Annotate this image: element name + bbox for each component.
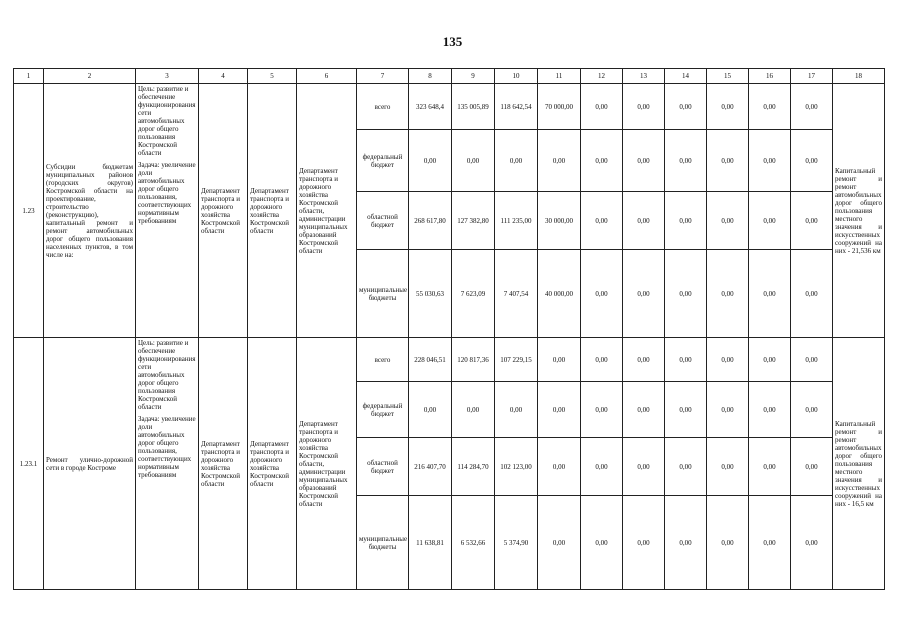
funding-value: 40 000,00 xyxy=(538,250,581,338)
funding-value: 0,00 xyxy=(665,250,707,338)
funding-value: 0,00 xyxy=(409,382,452,438)
column-number: 15 xyxy=(707,69,749,84)
funding-value: 0,00 xyxy=(749,84,791,130)
funding-value: 0,00 xyxy=(538,382,581,438)
measure-name: Субсидии бюджетам муниципальных районов (городских округов) Костромской области на проектирование, строительство (реконструкцию), капитальный ремонт и ремонт автомобильных дорог общего пользования населенных пунктов, в том числе на: xyxy=(44,84,136,338)
column-number: 8 xyxy=(409,69,452,84)
funding-value: 127 382,80 xyxy=(452,192,495,250)
funding-source: федеральный бюджет xyxy=(357,130,409,192)
funding-value: 135 005,89 xyxy=(452,84,495,130)
participants-cell: Департамент транспорта и дорожного хозяйства Костромской области, администрации муниципальных образований Костромской области xyxy=(297,84,357,338)
customer-cell: Департамент транспорта и дорожного хозяйства Костромской области xyxy=(199,84,248,338)
funding-value: 0,00 xyxy=(409,130,452,192)
funding-value: 0,00 xyxy=(707,84,749,130)
funding-value: 0,00 xyxy=(623,338,665,382)
funding-value: 0,00 xyxy=(707,192,749,250)
funding-value: 0,00 xyxy=(623,382,665,438)
participants-cell: Департамент транспорта и дорожного хозяйства Костромской области, администрации муниципальных образований Костромской области xyxy=(297,338,357,590)
funding-value: 0,00 xyxy=(749,250,791,338)
funding-value: 0,00 xyxy=(495,130,538,192)
column-number: 16 xyxy=(749,69,791,84)
funding-value: 0,00 xyxy=(665,130,707,192)
funding-value: 0,00 xyxy=(665,84,707,130)
funding-value: 107 229,15 xyxy=(495,338,538,382)
funding-value: 11 638,81 xyxy=(409,496,452,590)
funding-source: областной бюджет xyxy=(357,192,409,250)
funding-source: федеральный бюджет xyxy=(357,382,409,438)
funding-value: 0,00 xyxy=(581,84,623,130)
task-text: Задача: увеличение доли автомобильных дорог общего пользования, соответствующих нормативным требованиям xyxy=(138,161,196,225)
funding-source: всего xyxy=(357,338,409,382)
expected-result: Капитальный ремонт и ремонт автомобильных дорог общего пользования местного значения и искусственных сооружений на них - 21,536 км xyxy=(833,84,885,338)
funding-source: муниципальные бюджеты xyxy=(357,496,409,590)
executor-cell: Департамент транспорта и дорожного хозяйства Костромской области xyxy=(248,338,297,590)
funding-value: 0,00 xyxy=(581,496,623,590)
funding-value: 70 000,00 xyxy=(538,84,581,130)
column-number: 3 xyxy=(136,69,199,84)
funding-value: 0,00 xyxy=(581,382,623,438)
funding-value: 55 030,63 xyxy=(409,250,452,338)
column-number: 4 xyxy=(199,69,248,84)
funding-value: 228 046,51 xyxy=(409,338,452,382)
funding-value: 0,00 xyxy=(665,192,707,250)
funding-value: 0,00 xyxy=(791,250,833,338)
funding-value: 0,00 xyxy=(791,84,833,130)
row-id: 1.23 xyxy=(14,84,44,338)
column-number: 10 xyxy=(495,69,538,84)
funding-source: областной бюджет xyxy=(357,438,409,496)
funding-value: 0,00 xyxy=(749,192,791,250)
column-number: 18 xyxy=(833,69,885,84)
funding-value: 0,00 xyxy=(749,496,791,590)
column-number: 12 xyxy=(581,69,623,84)
funding-value: 0,00 xyxy=(791,192,833,250)
funding-value: 0,00 xyxy=(665,338,707,382)
funding-value: 216 407,70 xyxy=(409,438,452,496)
funding-value: 0,00 xyxy=(452,130,495,192)
funding-value: 0,00 xyxy=(749,382,791,438)
column-number: 9 xyxy=(452,69,495,84)
funding-value: 0,00 xyxy=(665,438,707,496)
measure-name: Ремонт улично-дорожной сети в городе Костроме xyxy=(44,338,136,590)
table-row xyxy=(14,338,885,382)
funding-value: 0,00 xyxy=(791,438,833,496)
funding-value: 0,00 xyxy=(538,338,581,382)
funding-value: 0,00 xyxy=(623,438,665,496)
program-table xyxy=(13,68,885,590)
funding-value: 120 817,36 xyxy=(452,338,495,382)
customer-cell: Департамент транспорта и дорожного хозяйства Костромской области xyxy=(199,338,248,590)
funding-value: 0,00 xyxy=(538,438,581,496)
funding-value: 0,00 xyxy=(623,192,665,250)
funding-value: 0,00 xyxy=(623,84,665,130)
column-number: 1 xyxy=(14,69,44,84)
funding-value: 0,00 xyxy=(665,382,707,438)
funding-value: 0,00 xyxy=(707,250,749,338)
column-number: 6 xyxy=(297,69,357,84)
expected-result: Капитальный ремонт и ремонт автомобильных дорог общего пользования местного значения и искусственных сооружений на них - 16,5 км xyxy=(833,338,885,590)
column-number-row xyxy=(14,69,885,84)
funding-source: всего xyxy=(357,84,409,130)
funding-value: 0,00 xyxy=(452,382,495,438)
funding-value: 0,00 xyxy=(791,382,833,438)
funding-source: муниципальные бюджеты xyxy=(357,250,409,338)
row-id: 1.23.1 xyxy=(14,338,44,590)
funding-value: 0,00 xyxy=(623,496,665,590)
column-number: 11 xyxy=(538,69,581,84)
executor-cell: Департамент транспорта и дорожного хозяйства Костромской области xyxy=(248,84,297,338)
column-number: 14 xyxy=(665,69,707,84)
funding-value: 0,00 xyxy=(623,130,665,192)
column-number: 5 xyxy=(248,69,297,84)
funding-value: 0,00 xyxy=(581,338,623,382)
goal-text: Цель: развитие и обеспечение функционирования сети автомобильных дорог общего пользования Костромской области xyxy=(138,85,196,157)
funding-value: 7 623,09 xyxy=(452,250,495,338)
funding-value: 0,00 xyxy=(791,130,833,192)
funding-value: 7 407,54 xyxy=(495,250,538,338)
column-number: 17 xyxy=(791,69,833,84)
task-text: Задача: увеличение доли автомобильных дорог общего пользования, соответствующих нормативным требованиям xyxy=(138,415,196,479)
funding-value: 0,00 xyxy=(623,250,665,338)
goal-task-cell xyxy=(136,84,199,338)
funding-value: 0,00 xyxy=(538,130,581,192)
column-number: 13 xyxy=(623,69,665,84)
funding-value: 0,00 xyxy=(581,130,623,192)
funding-value: 114 284,70 xyxy=(452,438,495,496)
funding-value: 0,00 xyxy=(749,338,791,382)
goal-text: Цель: развитие и обеспечение функционирования сети автомобильных дорог общего пользования Костромской области xyxy=(138,339,196,411)
funding-value: 5 374,90 xyxy=(495,496,538,590)
table-row xyxy=(14,84,885,130)
funding-value: 0,00 xyxy=(707,338,749,382)
funding-value: 268 617,80 xyxy=(409,192,452,250)
funding-value: 0,00 xyxy=(581,438,623,496)
funding-value: 111 235,00 xyxy=(495,192,538,250)
funding-value: 0,00 xyxy=(665,496,707,590)
funding-value: 6 532,66 xyxy=(452,496,495,590)
funding-value: 0,00 xyxy=(749,130,791,192)
funding-value: 118 642,54 xyxy=(495,84,538,130)
funding-value: 0,00 xyxy=(495,382,538,438)
funding-value: 0,00 xyxy=(581,192,623,250)
funding-value: 0,00 xyxy=(749,438,791,496)
column-number: 2 xyxy=(44,69,136,84)
page-number: 135 xyxy=(442,34,463,49)
funding-value: 102 123,00 xyxy=(495,438,538,496)
funding-value: 0,00 xyxy=(791,496,833,590)
funding-value: 323 648,4 xyxy=(409,84,452,130)
funding-value: 0,00 xyxy=(707,438,749,496)
funding-value: 0,00 xyxy=(707,382,749,438)
funding-value: 0,00 xyxy=(791,338,833,382)
funding-value: 0,00 xyxy=(707,130,749,192)
funding-value: 0,00 xyxy=(581,250,623,338)
funding-value: 0,00 xyxy=(707,496,749,590)
funding-value: 30 000,00 xyxy=(538,192,581,250)
funding-value: 0,00 xyxy=(538,496,581,590)
goal-task-cell xyxy=(136,338,199,590)
column-number: 7 xyxy=(357,69,409,84)
